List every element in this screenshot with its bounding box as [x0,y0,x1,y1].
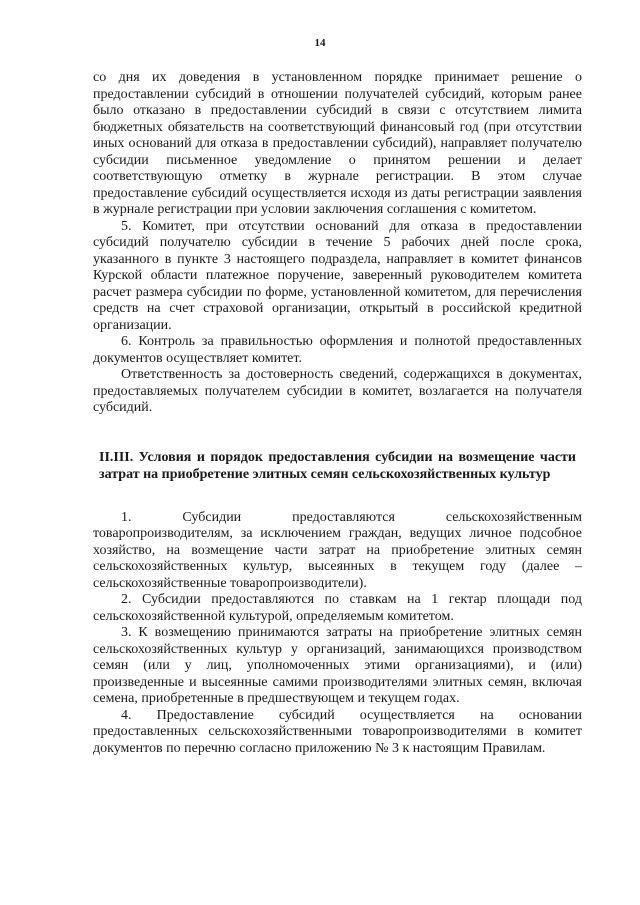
paragraph-item-4: 4. Предоставление субсидий осуществляется на основании предоставленных сельскохозяйственными товаропроизводителями в комитет документов по перечню согласно приложению № 3 к настоящим Правилам. [93,707,582,756]
paragraph-responsibility: Ответственность за достоверность сведений, содержащихся в документах, предоставляемых получателем субсидии в комитет, возлагается на получателя субсидий. [93,367,582,415]
page-number: 14 [314,37,326,49]
paragraph-item-2: 2. Субсидии предоставляются по ставкам на 1 гектар площади под сельскохозяйственной культурой, определяемым комитетом. [93,592,582,624]
paragraph-item-3: 3. К возмещению принимаются затраты на приобретение элитных семян сельскохозяйственных культур у организаций, занимающихся производством семян (или у лиц, уполномоченных этими организациями), и (или) произведенные и высеянные самими производителями элитных семян, включая семена, приобретенные в предшествующем и текущем годах. [93,625,582,706]
document-body [93,70,582,757]
paragraph-item-6: 6. Контроль за правильностью оформления и полнотой предоставленных документов осуществляет комитет. [93,334,582,366]
paragraph-continuation: со дня их доведения в установленном порядке принимает решение о предоставлении субсидий в отношении получателей субсидий, которым ранее было отказано в предоставлении субсидий в связи с отсутствием лимита бюджетных обязательств на соответствующий финансовый год (при отсутствии иных оснований для отказа в предоставлении субсидий), направляет получателю субсидии письменное уведомление о принятом решении и делает соответствующую отметку в журнале регистрации. В этом случае предоставление субсидий осуществляется исходя из даты регистрации заявления в журнале регистрации при условии заключения соглашения с комитетом. [93,70,582,217]
section-title: II.III. Условия и порядок предоставления субсидии на возмещение части затрат на приобретение элитных семян сельскохозяйственных культур [99,449,576,482]
paragraph-item-1: 1. Субсидии предоставляются сельскохозяйственным товаропроизводителям, за исключением граждан, ведущих личное подсобное хозяйство, на возмещение части затрат на приобретение элитных семян сельскохозяйственных культур, высеянных в текущем году (далее – сельскохозяйственные товаропроизводители). [93,509,582,591]
paragraph-item-5: 5. Комитет, при отсутствии оснований для отказа в предоставлении субсидий получателю субсидии в течение 5 рабочих дней после срока, указанного в пункте 3 настоящего подраздела, направляет в комитет финансов Курской области платежное поручение, заверенный руководителем комитета расчет размера субсидии по форме, установленной комитетом, для перечисления средств на счет страховой организации, открытый в российской кредитной организации. [93,218,582,333]
